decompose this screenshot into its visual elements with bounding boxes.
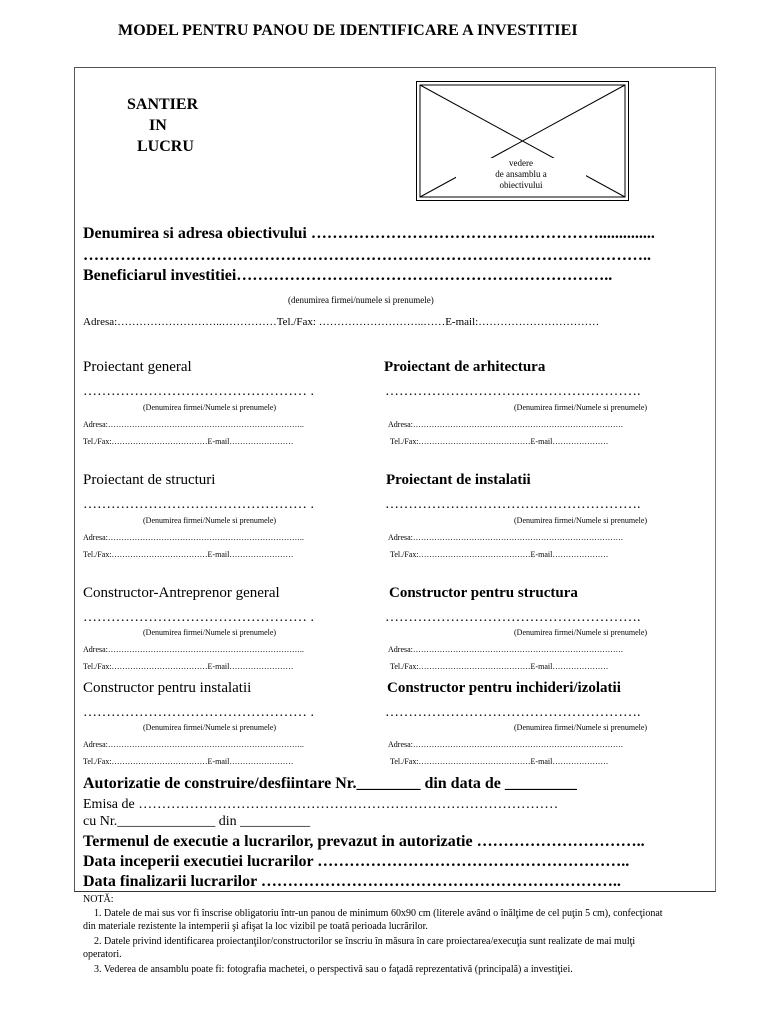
data-inceperii-field: Data inceperii executiei lucrarilor ………………………………………………….. (83, 853, 630, 870)
nota-paragraph-2b: operatori. (83, 949, 122, 960)
santier-line-3: LUCRU (137, 138, 194, 155)
document-title: MODEL PENTRU PANOU DE IDENTIFICARE A INVESTITIEI (118, 22, 578, 39)
role-constructor-inchideri: Constructor pentru inchideri/izolatii (387, 680, 621, 696)
hint-left-4: (Denumirea firmei/Numele si prenumele) (143, 723, 277, 732)
nota-paragraph-1b: din materiale rezistente la intemperii şi afişat la loc vizibil pe toată perioada lucrărilor. (83, 921, 428, 932)
nota-paragraph-2a: 2. Datele privind identificarea proiectanţilor/constructorilor se înscriu în măsura în care proiectarea/execuţia sunt realizate de mai mulţi (94, 936, 636, 947)
emisa-field: Emisa de ……………………………………………………………………………… (83, 797, 559, 812)
dots-right-2: ………………………………………………. (385, 497, 641, 512)
beneficiar-field: Beneficiarul investitiei…………………………………………………………….. (83, 267, 613, 284)
termenul-field: Termenul de executie a lucrarilor, prevazut in autorizatie ………………………….. (83, 833, 645, 850)
dots-right-1: ………………………………………………. (385, 384, 641, 399)
santier-label (127, 94, 198, 157)
adresa-line: Adresa:………………………..……………Tel./Fax: ………………………..……E-mail:…………………………… (83, 316, 600, 328)
hint-left-2: (Denumirea firmei/Numele si prenumele) (143, 516, 277, 525)
adresa-right-1: Adresa:……………………………………………………………………. (388, 420, 623, 429)
tel-right-4: Tel./Fax:……………………………………E-mail………………… (390, 757, 609, 766)
hint-right-2: (Denumirea firmei/Numele si prenumele) (514, 516, 648, 525)
role-constructor-structura: Constructor pentru structura (389, 585, 578, 601)
cu-nr-field: cu Nr.______________ din __________ (83, 814, 311, 829)
role-constructor-general: Constructor-Antreprenor general (83, 585, 280, 601)
role-proiectant-instalatii: Proiectant de instalatii (386, 472, 531, 488)
santier-line-1: SANTIER (127, 96, 199, 113)
tel-left-2: Tel./Fax:………………………………E-mail…………………… (83, 550, 294, 559)
tel-left-3: Tel./Fax:………………………………E-mail…………………… (83, 662, 294, 671)
nota-paragraph-1a: 1. Datele de mai sus vor fi înscrise obligatoriu într-un panou de minimum 60x90 cm (literele având o înălţime de cel puţin 5 cm), confecţionat (94, 908, 663, 919)
adresa-left-4: Adresa:……………………………………………………………….. (83, 740, 304, 749)
role-proiectant-general: Proiectant general (83, 359, 192, 375)
image-caption-line-2: de ansamblu a (495, 169, 547, 179)
denumire-field: Denumirea si adresa obiectivului ……………………………………………….............. (83, 225, 655, 242)
hint-left-1: (Denumirea firmei/Numele si prenumele) (143, 403, 277, 412)
dots-right-3: ………………………………………………. (385, 610, 641, 625)
hint-left-3: (Denumirea firmei/Numele si prenumele) (143, 628, 277, 637)
image-caption (456, 158, 586, 191)
role-constructor-instalatii: Constructor pentru instalatii (83, 680, 252, 696)
adresa-left-3: Adresa:……………………………………………………………….. (83, 645, 304, 654)
adresa-right-3: Adresa:……………………………………………………………………. (388, 645, 623, 654)
nota-paragraph-3: 3. Vederea de ansamblu poate fi: fotografia machetei, o perspectivă sau o faţadă reprezentativă (principală) a investiţiei. (94, 964, 573, 975)
data-finalizarii-field: Data finalizarii lucrarilor ………………………………………………………….. (83, 873, 621, 890)
adresa-right-2: Adresa:……………………………………………………………………. (388, 533, 623, 542)
tel-right-1: Tel./Fax:……………………………………E-mail………………… (390, 437, 609, 446)
hint-right-3: (Denumirea firmei/Numele si prenumele) (514, 628, 648, 637)
dots-right-4: ………………………………………………. (385, 705, 641, 720)
santier-line-2: IN (149, 117, 167, 134)
denumire-continuation: …………………………………………………………………………………………….. (83, 247, 651, 264)
tel-right-3: Tel./Fax:……………………………………E-mail………………… (390, 662, 609, 671)
dots-left-1: ………………………………………… . (83, 384, 314, 399)
image-caption-line-3: obiectivului (499, 180, 543, 190)
tel-left-1: Tel./Fax:………………………………E-mail…………………… (83, 437, 294, 446)
tel-left-4: Tel./Fax:………………………………E-mail…………………… (83, 757, 294, 766)
adresa-left-1: Adresa:……………………………………………………………….. (83, 420, 304, 429)
hint-right-1: (Denumirea firmei/Numele si prenumele) (514, 403, 648, 412)
adresa-right-4: Adresa:……………………………………………………………………. (388, 740, 623, 749)
tel-right-2: Tel./Fax:……………………………………E-mail………………… (390, 550, 609, 559)
hint-right-4: (Denumirea firmei/Numele si prenumele) (514, 723, 648, 732)
dots-left-4: ………………………………………… . (83, 705, 314, 720)
dots-left-2: ………………………………………… . (83, 497, 314, 512)
beneficiar-hint: (denumirea firmei/numele si prenumele) (288, 295, 434, 305)
nota-heading: NOTĂ: (83, 894, 114, 905)
dots-left-3: ………………………………………… . (83, 610, 314, 625)
autorizatie-field: Autorizatie de construire/desfiintare Nr.________ din data de _________ (83, 775, 577, 792)
adresa-left-2: Adresa:……………………………………………………………….. (83, 533, 304, 542)
image-caption-line-1: vedere (509, 158, 533, 168)
role-proiectant-arhitectura: Proiectant de arhitectura (384, 359, 546, 375)
role-proiectant-structuri: Proiectant de structuri (83, 472, 216, 488)
